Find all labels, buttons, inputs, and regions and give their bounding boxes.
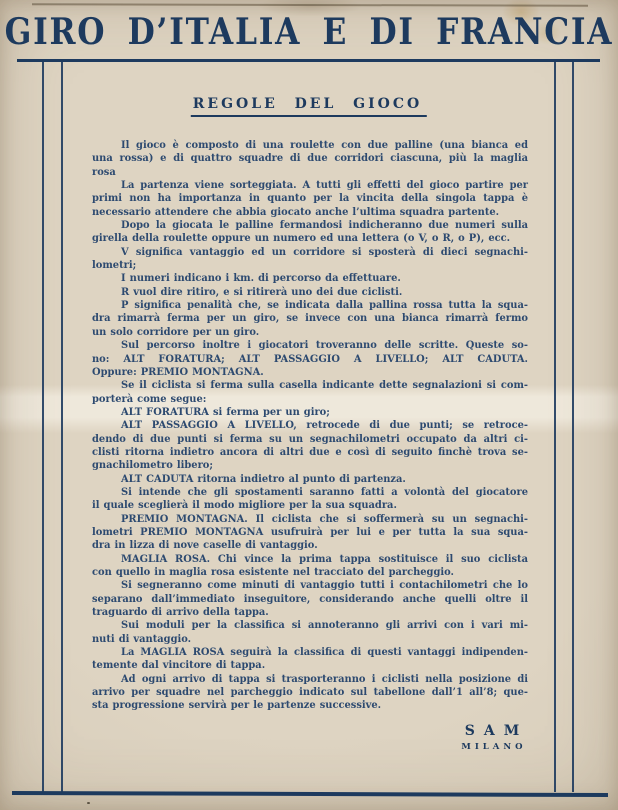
- text-line: il quale sceglierà il modo migliore per la sua squadra.: [92, 500, 397, 512]
- text-line: no: ALT FORATURA; ALT PASSAGGIO A LIVELLO; ALT CADUTA.: [92, 353, 528, 365]
- paragraph: [92, 419, 528, 472]
- frame-line-right-outer: [572, 62, 574, 792]
- paragraph: [92, 646, 528, 673]
- text-line: Si segneranno come minuti di vantaggio tutti i contachilometri che lo: [121, 580, 528, 592]
- paragraph: [92, 673, 528, 713]
- text-line: La partenza viene sorteggiata. A tutti gli effetti del gioco partire per: [121, 180, 528, 192]
- text-line: P significa penalità che, se indicata dalla pallina rossa tutta la squa-: [121, 300, 528, 312]
- text-line: Si intende che gli spostamenti saranno fatti a volontà del giocatore: [121, 486, 528, 498]
- text-line: V significa vantaggio ed un corridore si sposterà di dieci segnachi-: [121, 246, 528, 258]
- paragraph: [92, 406, 528, 419]
- paragraph: [92, 246, 528, 273]
- text-line: dra rimarrà ferma per un giro, se invece con una bianca rimarrà fermo: [92, 313, 528, 325]
- text-line: con quello in maglia rosa esistente nel tracciato del parcheggio.: [92, 567, 454, 578]
- rules-heading: REGOLE DEL GIOCO: [191, 96, 427, 117]
- paragraph: [92, 473, 528, 486]
- bottom-rule: [12, 791, 608, 797]
- text-line: sta progressione servirà per le partenze successive.: [92, 700, 382, 712]
- page-title: GIRO D’ITALIA E DI FRANCIA: [4, 11, 614, 53]
- text-line: Se il ciclista si ferma sulla casella indicante dette segnalazioni si com-: [121, 380, 528, 392]
- paragraph: [92, 272, 528, 285]
- paper-speck: [87, 802, 90, 804]
- text-line: MAGLIA ROSA. Chi vince la prima tappa sostituisce il suo ciclista: [121, 553, 528, 565]
- text-line: clisti ritorna indietro ancora di altri due e così di seguito finchè trova se-: [92, 446, 528, 458]
- text-line: nuti di vantaggio.: [92, 633, 192, 645]
- signature-block: [441, 723, 543, 752]
- text-line: temente dal vincitore di tappa.: [92, 660, 266, 672]
- text-line: I numeri indicano i km. di percorso da effettuare.: [121, 273, 401, 285]
- frame-line-left-outer: [42, 62, 44, 792]
- top-rule: [17, 59, 600, 62]
- text-line: La MAGLIA ROSA seguirà la classifica di questi vantaggi indipenden-: [121, 647, 528, 659]
- text-line: lometri;: [92, 260, 137, 272]
- text-line: ALT FORATURA si ferma per un giro;: [121, 406, 330, 418]
- text-line: Il gioco è composto di una roulette con due palline (una bianca ed: [121, 140, 528, 151]
- text-line: primi non ha importanza in quanto per la vincita della singola tappa è: [92, 193, 528, 205]
- text-line: Oppure: PREMIO MONTAGNA.: [92, 366, 264, 378]
- text-line: R vuol dire ritiro, e si ritirerà uno dei due ciclisti.: [121, 286, 403, 298]
- text-line: lometri PREMIO MONTAGNA usufruirà per lui e per tutta la sua squa-: [92, 526, 528, 538]
- text-line: Sui moduli per la classifica si annoteranno gli arrivi con i vari mi-: [121, 620, 528, 632]
- text-line: ALT CADUTA ritorna indietro al punto di partenza.: [121, 473, 406, 485]
- text-line: un solo corridore per un giro.: [92, 326, 260, 338]
- rules-text: [92, 139, 528, 713]
- paragraph: [92, 553, 528, 580]
- text-line: girella della roulette oppure un numero ed una lettera (o V, o R, o P), ecc.: [92, 233, 511, 245]
- paragraph: [92, 339, 528, 379]
- text-line: Dopo la giocata le palline fermandosi indicheranno due numeri sulla: [121, 220, 528, 232]
- text-line: gnachilometro libero;: [92, 460, 214, 472]
- frame-line-left-inner: [61, 62, 63, 792]
- text-line: Ad ogni arrivo di tappa si trasporteranno i ciclisti nella posizione di: [121, 673, 528, 685]
- text-line: dra in lizza di nove caselle di vantaggio.: [92, 540, 318, 552]
- paragraph: [92, 219, 528, 246]
- paragraph: [92, 139, 528, 179]
- text-line: porterà come segue:: [92, 393, 207, 405]
- paragraph: [92, 179, 528, 219]
- paragraph: [92, 299, 528, 339]
- paragraph: [92, 579, 528, 619]
- paragraph: [92, 619, 528, 646]
- text-line: PREMIO MONTAGNA. Il ciclista che si soffermerà su un segnachi-: [121, 513, 528, 525]
- paragraph: [92, 379, 528, 406]
- text-line: rosa: [92, 166, 116, 178]
- text-line: necessario attendere che abbia giocato anche l’ultima squadra partente.: [92, 206, 500, 218]
- paragraph: [92, 486, 528, 513]
- paper-top-edge: [32, 3, 588, 6]
- paragraph: [92, 513, 528, 553]
- text-line: dendo di due punti si ferma su un segnachilometri occupato da altri ci-: [92, 433, 528, 445]
- text-line: Sul percorso inoltre i giocatori troveranno delle scritte. Queste so-: [121, 340, 528, 352]
- text-line: arrivo per squadre nel parcheggio indicato sul tabellone dall’1 all’8; que-: [92, 687, 528, 699]
- paragraph: [92, 286, 528, 299]
- text-line: una rossa) e di quattro squadre di due corridori ciascuna, più la maglia: [92, 153, 528, 165]
- text-line: traguardo di arrivo della tappa.: [92, 607, 269, 619]
- publisher-city: MILANO: [461, 742, 527, 752]
- frame-line-right-inner: [554, 62, 556, 792]
- text-line: separano dall’immediato inseguitore, considerando anche quelli oltre il: [92, 593, 528, 605]
- text-line: ALT PASSAGGIO A LIVELLO, retrocede di due punti; se retroce-: [121, 420, 528, 432]
- publisher-name: SAM: [464, 723, 529, 739]
